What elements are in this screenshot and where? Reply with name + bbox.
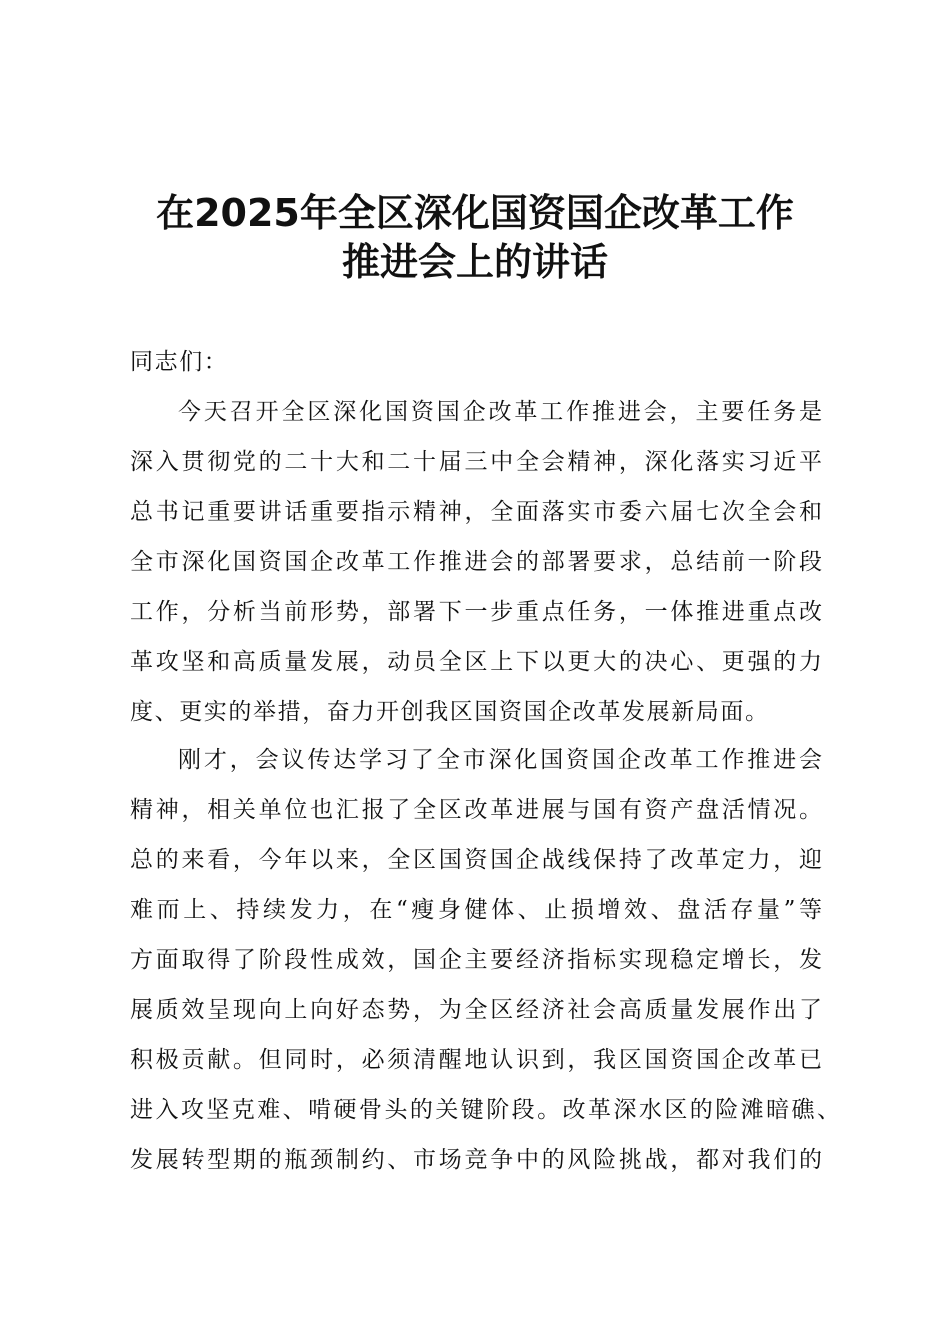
paragraph-line: 总的来看，今年以来，全区国资国企战线保持了改革定力，迎: [130, 847, 822, 873]
paragraph-line: 总书记重要讲话重要指示精神，全面落实市委六届七次全会和: [130, 499, 822, 525]
paragraph-line: 进入攻坚克难、啃硬骨头的关键阶段。改革深水区的险滩暗礁、: [130, 1097, 840, 1123]
paragraph-line: 精神，相关单位也汇报了全区改革进展与国有资产盘活情况。: [130, 797, 822, 823]
paragraph-line: 积极贡献。但同时，必须清醒地认识到，我区国资国企改革已: [130, 1047, 822, 1073]
paragraph-line: 全市深化国资国企改革工作推进会的部署要求，总结前一阶段: [130, 549, 822, 575]
paragraph-line: 刚才，会议传达学习了全市深化国资国企改革工作推进会: [178, 747, 822, 773]
paragraph-line: 度、更实的举措，奋力开创我区国资国企改革发展新局面。: [130, 699, 770, 725]
document-title-line-1: 在2025年全区深化国资国企改革工作: [156, 191, 794, 235]
paragraph-line: 方面取得了阶段性成效，国企主要经济指标实现稳定增长，发: [130, 947, 822, 973]
paragraph-line: 工作，分析当前形势，部署下一步重点任务，一体推进重点改: [130, 599, 822, 625]
paragraph-line: 革攻坚和高质量发展，动员全区上下以更大的决心、更强的力: [130, 649, 822, 675]
salutation: 同志们：: [130, 349, 229, 375]
paragraph-line: 难而上、持续发力，在“瘦身健体、止损增效、盘活存量”等: [130, 897, 822, 923]
paragraph-line: 深入贯彻党的二十大和二十届三中全会精神，深化落实习近平: [130, 449, 822, 475]
paragraph-line: 发展转型期的瓶颈制约、市场竞争中的风险挑战，都对我们的: [130, 1147, 822, 1173]
paragraph-line: 今天召开全区深化国资国企改革工作推进会，主要任务是: [178, 399, 822, 425]
paragraph-line: 展质效呈现向上向好态势，为全区经济社会高质量发展作出了: [130, 997, 822, 1023]
document-title-line-2: 推进会上的讲话: [341, 240, 608, 284]
